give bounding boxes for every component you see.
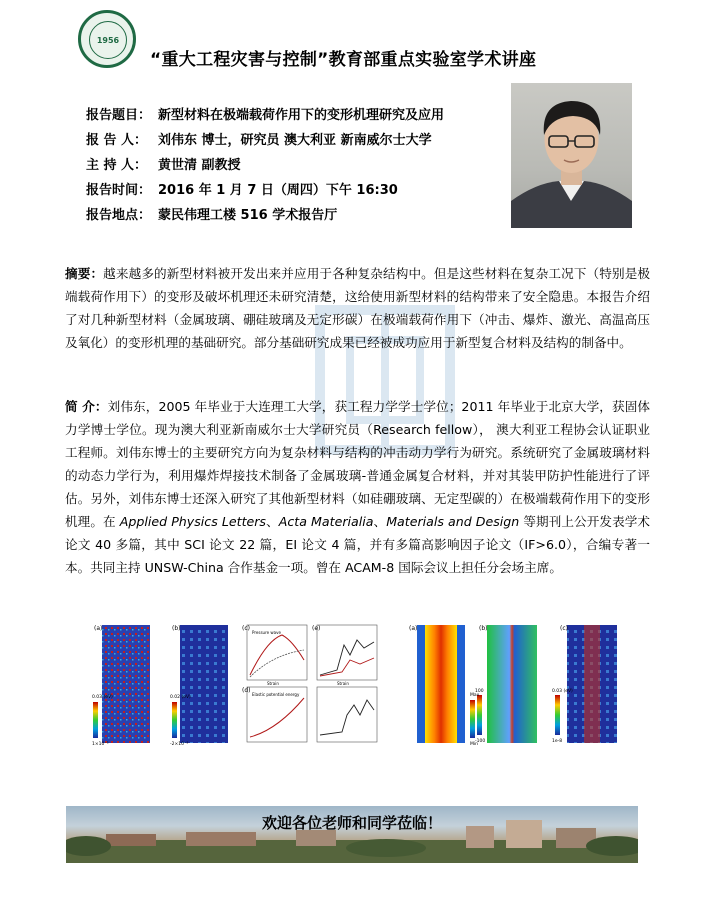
bio-text-1: 刘伟东，2005 年毕业于大连理工大学，获工程力学学士学位；2011 年毕业于北京大学，获固体力学博士学位。现为澳大利亚新南威尔士大学研究员（Research fellow）， 澳大利亚工程协会认证职业工程师。刘伟东博士的主要研究方向为复杂材料与结构的冲击动力学行为研究。系统研究了金属玻璃材料的动态力学行为，利用爆炸焊接技术制备了金属玻璃-普通金属复合材料，并对其装甲防护性能进行了评估。另外，刘伟东博士还深入研究了其他新型材料（如硅硼玻璃、无定型碳的）在极端载荷作用下的变形机理。在 — [65, 399, 651, 529]
scale-label: -2×10⁻³ — [170, 742, 189, 747]
journal-name: Materials and Design — [386, 514, 520, 529]
separator: 、 — [373, 514, 387, 529]
welcome-text: 欢迎各位老师和同学莅临！ — [261, 814, 442, 832]
info-row-location — [86, 204, 337, 223]
info-row-time — [86, 179, 398, 198]
campus-banner — [66, 806, 638, 863]
legend-text: Elastic potential energy — [252, 692, 300, 697]
logo-year: 1956 — [89, 21, 127, 59]
panel-label: (c) — [560, 625, 568, 632]
panel-label: (d) — [242, 687, 251, 694]
scale-label: 0.03 (eV) — [552, 689, 573, 694]
info-row-host — [86, 154, 241, 173]
simulation-map-right-b — [487, 625, 537, 743]
scale-label: 1×10⁻⁵ — [92, 742, 109, 747]
scale-label: Min — [470, 742, 478, 747]
speaker-photo — [511, 83, 632, 228]
colorbar — [172, 702, 177, 738]
info-value: 新型材料在极端载荷作用下的变形机理研究及应用 — [158, 108, 445, 123]
info-label: 主 持 人： — [86, 158, 148, 173]
abstract-paragraph — [65, 262, 650, 354]
bio-label: 简 介： — [65, 399, 108, 414]
info-value: 2016 年 1 月 7 日（周四）下午 16:30 — [158, 183, 398, 198]
page-title: “重大工程灾害与控制”教育部重点实验室学术讲座 — [150, 50, 537, 70]
university-logo — [78, 10, 136, 68]
colorbar — [93, 702, 98, 738]
abstract-text: 越来越多的新型材料被开发出来并应用于各种复杂结构中。但是这些材料在复杂工况下（特别是极端载荷作用下）的变形及破坏机理还未研究清楚，这给使用新型材料的结构带来了安全隐患。本报告介绍了对几种新型材料（金属玻璃、硼硅玻璃及无定形碳）在极端载荷作用下（冲击、爆炸、激光、高温高压及氧化）的变形机理的基础研究。部分基础研究成果已经被成功应用于新型复合材料及结构的制备中。 — [65, 266, 651, 350]
scale-label: -100 — [475, 739, 486, 744]
info-label: 报告地点： — [86, 208, 152, 223]
bio-text-2: 等期刊上公开发表学术论文 40 多篇，其中 SCI 论文 22 篇，EI 论文 4 篇，并有多篇高影响因子论文（IF>6.0），合编专著一本。共同主持 UNSW-China 合作基金一项。曾在 ACAM-8 国际会议上担任分会场主席。 — [65, 514, 651, 575]
axis-label: Strain — [337, 681, 349, 686]
info-label: 报告时间： — [86, 183, 152, 198]
info-value: 蒙民伟理工楼 516 学术报告厅 — [158, 208, 338, 223]
legend-text: Pressure wave — [252, 630, 281, 635]
panel-label: (e) — [312, 625, 321, 632]
panel-label: (b) — [172, 625, 181, 632]
info-row-topic — [86, 104, 444, 123]
panel-label: (c) — [242, 625, 250, 632]
info-value: 刘伟东 博士，研究员 澳大利亚 新南威尔士大学 — [158, 133, 432, 148]
info-row-speaker — [86, 129, 432, 148]
journal-name: Acta Materialia — [278, 514, 374, 529]
research-figures — [92, 620, 632, 750]
simulation-map-b — [180, 625, 228, 743]
info-value: 黄世清 副教授 — [158, 158, 241, 173]
panel-label: (a) — [409, 625, 418, 632]
info-label: 报告题目： — [86, 108, 152, 123]
scale-label: 1e-8 — [552, 739, 563, 744]
speaker-portrait — [511, 83, 632, 228]
panel-label: (b) — [479, 625, 488, 632]
journal-name: Applied Physics Letters — [119, 514, 266, 529]
bio-paragraph — [65, 395, 650, 579]
abstract-label: 摘要： — [65, 266, 104, 281]
scale-label: 0.02 (eV) — [170, 695, 191, 700]
scale-label: 0.03 (eV) — [92, 695, 113, 700]
axis-label: Strain — [267, 681, 279, 686]
separator: 、 — [266, 514, 279, 529]
scale-label: Max — [470, 693, 480, 698]
scale-label: 100 — [475, 689, 484, 694]
info-label: 报 告 人： — [86, 133, 148, 148]
simulation-map-a — [102, 625, 150, 743]
panel-label: (a) — [94, 625, 103, 632]
